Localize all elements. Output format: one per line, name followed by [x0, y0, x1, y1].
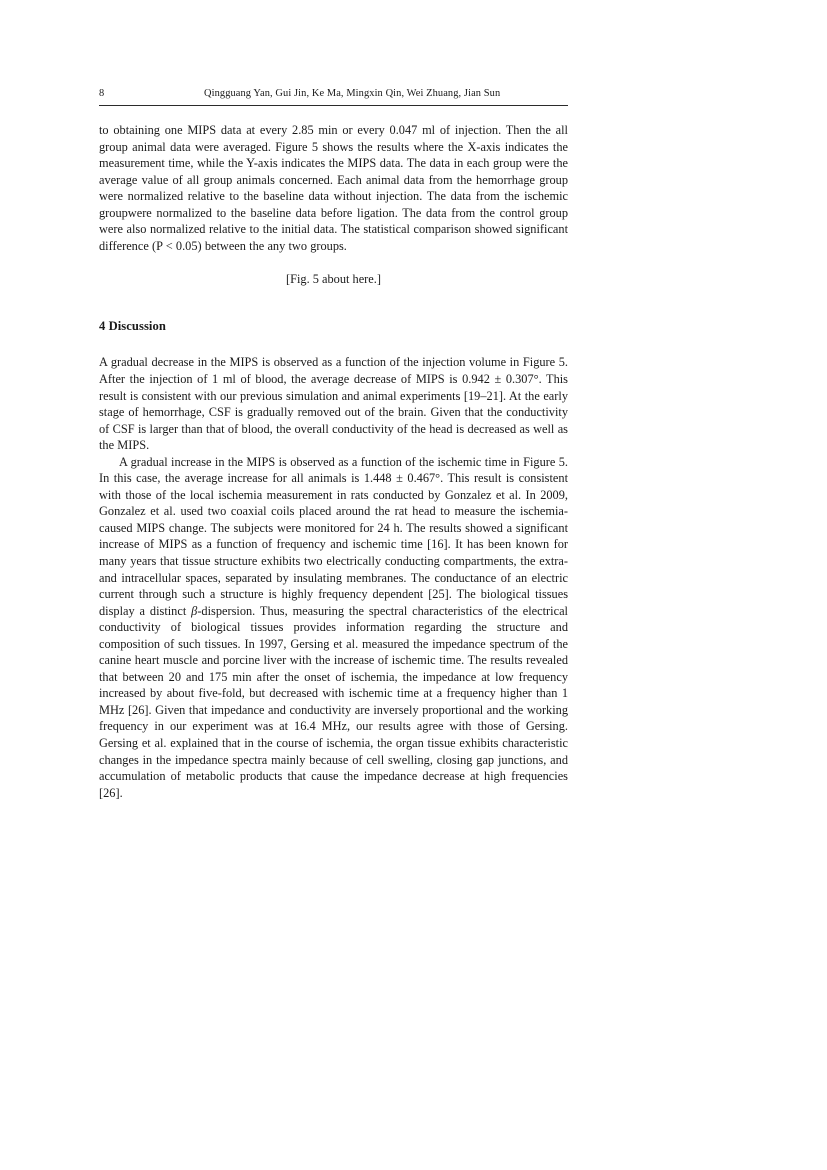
text-column	[99, 88, 568, 801]
paragraph-discussion-2	[99, 454, 568, 801]
running-head	[99, 88, 568, 102]
spacer-after-heading	[99, 334, 568, 354]
body-content	[99, 122, 568, 801]
paragraph-discussion-1: A gradual decrease in the MIPS is observed as a function of the injection volume in Figure 5. After the injection of 1 ml of blood, the average decrease of MIPS is 0.942 ± 0.307°. This result is consistent with our previous simulation and animal experiments [19–21]. At the early stage of hemorrhage, CSF is gradually removed out of the brain. Given that the conductivity of CSF is larger than that of blood, the overall conductivity of the head is decreased as well as the MIPS.	[99, 355, 568, 453]
spacer-before-figure-note	[99, 254, 568, 271]
paragraph-discussion-2-part-b: -dispersion. Thus, measuring the spectral characteristics of the electrical conductivity of biological tissues provides information regarding the structure and composition of such tissues. In 1997, Gersing et al. measured the impedance spectrum of the canine heart muscle and porcine liver with the increase of ischemic time. The results revealed that between 20 and 175 min after the onset of ischemia, the impedance at low frequency increased by about five-fold, but decreased with ischemic time at a frequency higher than 1 MHz [26]. Given that impedance and conductivity are inversely proportional and the working frequency in our experiment was at 16.4 MHz, our results agree with those of Gersing. Gersing et al. explained that in the course of ischemia, the organ tissue exhibits characteristic changes in the impedance spectra mainly because of cell swelling, closing gap junctions, and accumulation of metabolic products that cause the impedance decrease at high frequencies [26].	[99, 603, 568, 800]
figure-placeholder-note: [Fig. 5 about here.]	[286, 272, 381, 287]
section-heading-discussion: 4 Discussion	[99, 318, 166, 333]
page-number: 8	[99, 88, 105, 99]
spacer-after-figure-note	[99, 288, 568, 318]
paragraph-continuation: to obtaining one MIPS data at every 2.85 min or every 0.047 ml of injection. Then the all group animal data were averaged. Figure 5 shows the results where the X-axis indicates the measurement time, while the Y-axis indicates the MIPS data. The data in each group were the average value of all group animals concerned. Each animal data from the hemorrhage group were normalized relative to the baseline data without injection. The data from the ischemic groupwere normalized to the baseline data before ligation. The data from the control group were also normalized relative to the initial data. The statistical comparison showed significant difference (P < 0.05) between the any two groups.	[99, 123, 568, 253]
beta-symbol: β	[191, 603, 198, 618]
paragraph-discussion-2-part-a: A gradual increase in the MIPS is observed as a function of the ischemic time in Figure 5. In this case, the average increase for all animals is 1.448 ± 0.467°. This result is consistent with those of the local ischemia measurement in rats conducted by Gonzalez et al. In 2009, Gonzalez et al. used two coaxial coils placed around the rat head to measure the ischemia-caused MIPS change. The subjects were monitored for 24 h. The results showed a significant increase of MIPS as a function of frequency and ischemic time [16]. It has been known for many years that tissue structure exhibits two electrically conducting compartments, the extra- and intracellular spaces, separated by insulating membranes. The conductance of an electric current through such a structure is highly frequency dependent [25]. The biological tissues display a distinct	[99, 454, 568, 618]
running-head-authors: Qingguang Yan, Gui Jin, Ke Ma, Mingxin Qin, Wei Zhuang, Jian Sun	[204, 88, 501, 99]
running-head-rule	[99, 105, 568, 106]
